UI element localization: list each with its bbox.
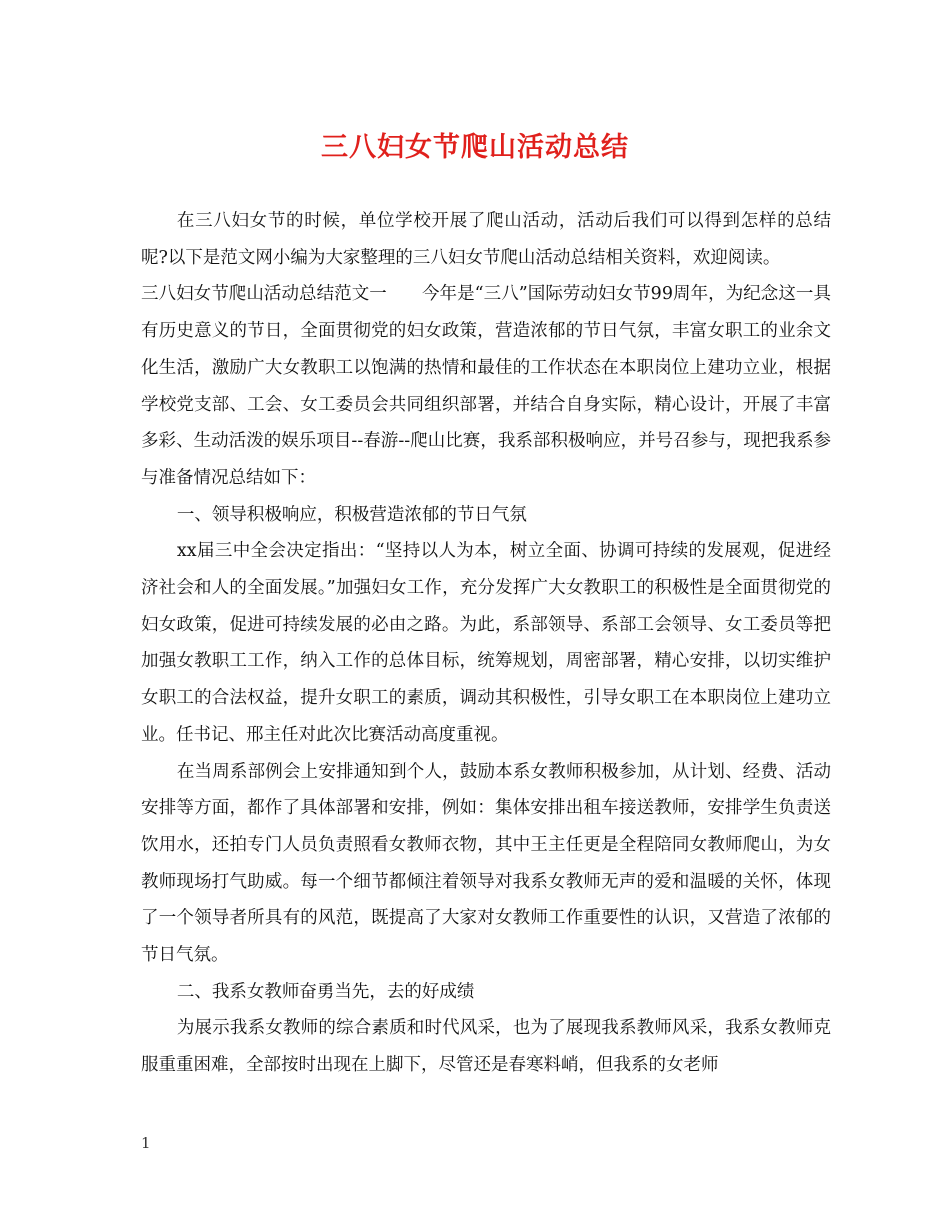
intro-paragraph: 在三八妇女节的时候，单位学校开展了爬山活动，活动后我们可以得到怎样的总结呢?以下是范文网小编为大家整理的三八妇女节爬山活动总结相关资料，欢迎阅读。 <box>141 211 831 268</box>
body-paragraph: xx届三中全会决定指出：“坚持以人为本，树立全面、协调可持续的发展观，促进经济社会和人的全面发展。”加强妇女工作，充分发挥广大女教职工的积极性是全面贯彻党的妇女政策，促进可持续发展的必由之路。为此，系部领导、系部工会领导、女工委员等把加强女教职工工作，纳入工作的总体目标，统筹规划，周密部署，精心安排，以切实维护女职工的合法权益，提升女职工的素质，调动其积极性，引导女职工在本职岗位上建功立业。任书记、邢主任对此次比赛活动高度重视。 <box>141 541 831 745</box>
page-number: 1 <box>141 1134 151 1152</box>
section-heading-two: 二、我系女教师奋勇当先，去的好成绩 <box>176 981 475 1002</box>
body-paragraph: 在当周系部例会上安排通知到个人，鼓励本系女教师积极参加，从计划、经费、活动安排等方面，都作了具体部署和安排，例如：集体安排出租车接送教师，安排学生负责送饮用水，还拍专门人员负责照看女教师衣物，其中王主任更是全程陪同女教师爬山，为女教师现场打气助威。每一个细节都倾注着领导对我系女教师无声的爱和温暖的关怀，体现了一个领导者所具有的风范，既提高了大家对女教师工作重要性的认识，又营造了浓郁的节日气氛。 <box>141 761 831 966</box>
sample-one-paragraph: 三八妇女节爬山活动总结范文一 今年是“三八”国际劳动妇女节99周年，为纪念这一具有历史意义的节日，全面贯彻党的妇女政策，营造浓郁的节日气氛，丰富女职工的业余文化生活，激励广大女教职工以饱满的热情和最佳的工作状态在本职岗位上建功立业，根据学校党支部、工会、女工委员会共同组织部署，并结合自身实际，精心设计，开展了丰富多彩、生动活泼的娱乐项目--春游--爬山比赛，我系部积极响应，并号召参与，现把我系参与准备情况总结如下： <box>141 284 831 488</box>
document-title: 三八妇女节爬山活动总结 <box>321 132 629 163</box>
section-heading-one: 一、领导积极响应，积极营造浓郁的节日气氛 <box>176 504 527 525</box>
body-paragraph: 为展示我系女教师的综合素质和时代风采，也为了展现我系教师风采，我系女教师克服重重困难，全部按时出现在上脚下，尽管还是春寒料峭，但我系的女老师 <box>141 1018 831 1076</box>
document-body <box>141 203 831 1084</box>
